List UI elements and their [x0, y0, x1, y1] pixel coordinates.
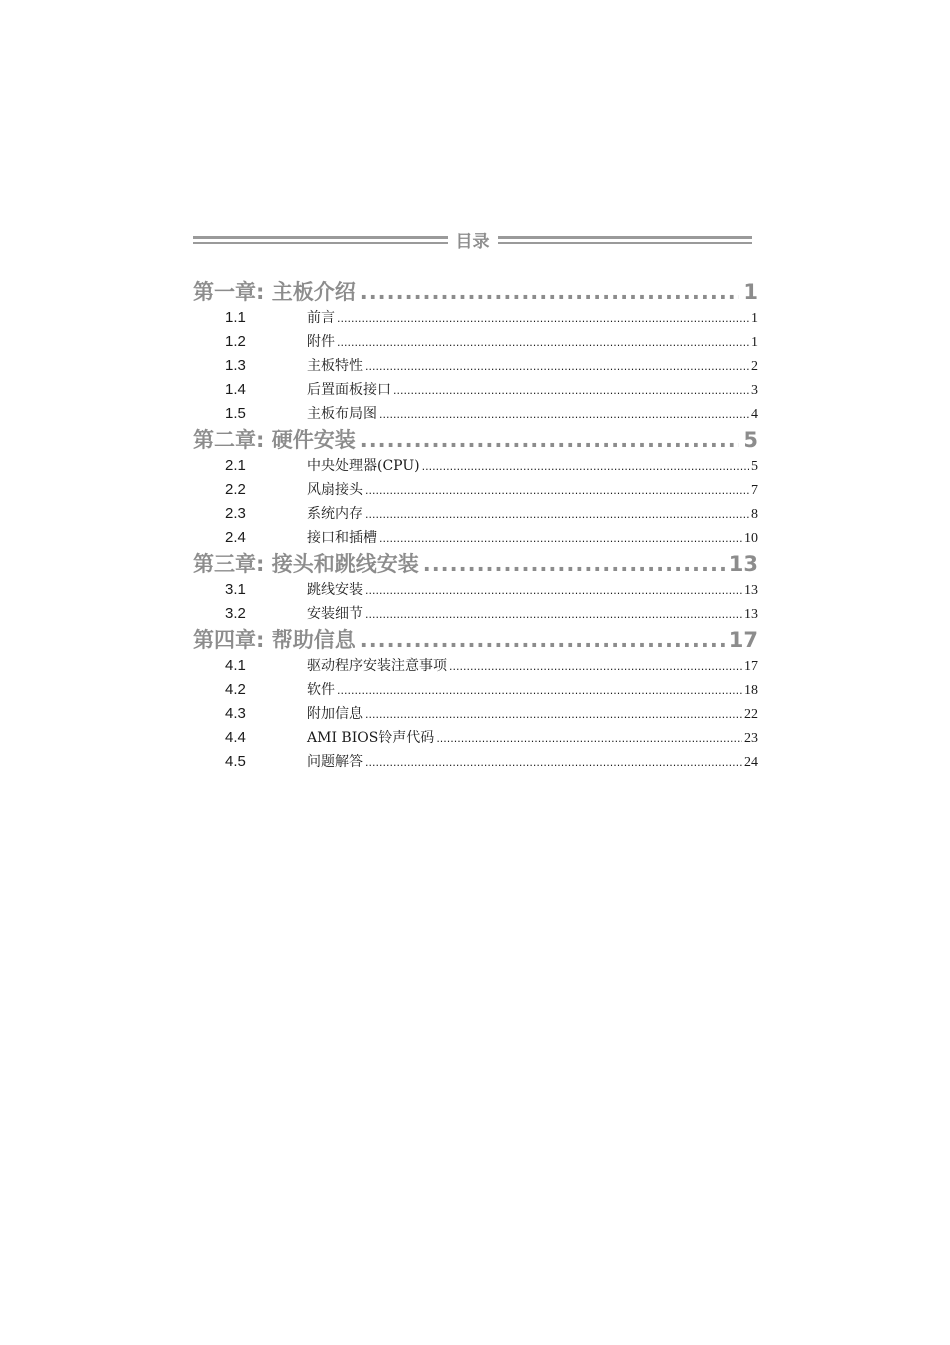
section-page-number: 13	[744, 607, 758, 622]
section-number: 1.2	[225, 333, 246, 350]
section-page-number: 1	[751, 311, 758, 326]
section-number: 4.3	[225, 705, 246, 722]
toc-section-4-4[interactable]	[193, 726, 758, 750]
dot-leader	[360, 626, 725, 654]
section-number: 4.1	[225, 657, 246, 674]
dot-leader	[393, 379, 749, 403]
toc-section-1-4[interactable]	[193, 378, 758, 402]
dot-leader	[365, 579, 742, 603]
section-title: AMI BIOS铃声代码	[307, 730, 435, 746]
dot-leader	[423, 550, 725, 578]
chapter-title: 第二章: 硬件安装	[193, 428, 356, 452]
toc-section-1-1[interactable]	[193, 306, 758, 330]
toc-chapter-3[interactable]	[193, 550, 758, 578]
dot-leader	[337, 679, 742, 703]
toc-section-1-5[interactable]	[193, 402, 758, 426]
toc-heading: 目录	[455, 231, 490, 252]
toc-section-3-2[interactable]	[193, 602, 758, 626]
dot-leader	[365, 751, 742, 775]
section-number: 3.1	[225, 581, 246, 598]
section-page-number: 17	[744, 659, 758, 674]
dot-leader	[449, 655, 742, 679]
section-page-number: 4	[751, 407, 758, 422]
dot-leader	[436, 727, 742, 751]
dot-leader	[360, 426, 740, 454]
section-title: 跳线安装	[307, 582, 363, 598]
section-number: 3.2	[225, 605, 246, 622]
dot-leader	[337, 307, 749, 331]
toc-section-1-3[interactable]	[193, 354, 758, 378]
chapter-title: 第三章: 接头和跳线安装	[193, 552, 419, 576]
toc-list	[193, 278, 758, 774]
dot-leader	[379, 403, 749, 427]
dot-leader	[360, 278, 740, 306]
chapter-title: 第四章: 帮助信息	[193, 628, 356, 652]
toc-section-4-5[interactable]	[193, 750, 758, 774]
chapter-page-number: 17	[728, 628, 758, 652]
section-title: 附加信息	[307, 706, 363, 722]
section-page-number: 18	[744, 683, 758, 698]
section-title: 主板特性	[307, 358, 363, 374]
section-page-number: 5	[751, 459, 758, 474]
section-title: 问题解答	[307, 754, 363, 770]
section-number: 4.4	[225, 729, 246, 746]
toc-section-2-4[interactable]	[193, 526, 758, 550]
section-number: 1.1	[225, 309, 246, 326]
section-title: 后置面板接口	[307, 382, 391, 398]
dot-leader	[422, 455, 749, 479]
section-number: 1.5	[225, 405, 246, 422]
section-title: 风扇接头	[307, 482, 363, 498]
dot-leader	[365, 703, 742, 727]
dot-leader	[365, 603, 742, 627]
dot-leader	[379, 527, 742, 551]
section-page-number: 8	[751, 507, 758, 522]
section-page-number: 24	[744, 755, 758, 770]
section-page-number: 23	[744, 731, 758, 746]
dot-leader	[365, 503, 749, 527]
section-number: 2.4	[225, 529, 246, 546]
section-page-number: 22	[744, 707, 758, 722]
section-number: 1.3	[225, 357, 246, 374]
chapter-page-number: 1	[743, 280, 758, 304]
section-title: 系统内存	[307, 506, 363, 522]
toc-chapter-4[interactable]	[193, 626, 758, 654]
section-number: 2.2	[225, 481, 246, 498]
section-title: 驱动程序安装注意事项	[307, 658, 447, 674]
section-page-number: 3	[751, 383, 758, 398]
section-page-number: 2	[751, 359, 758, 374]
dot-leader	[365, 479, 749, 503]
chapter-page-number: 5	[743, 428, 758, 452]
toc-section-4-2[interactable]	[193, 678, 758, 702]
toc-chapter-1[interactable]	[193, 278, 758, 306]
toc-section-4-1[interactable]	[193, 654, 758, 678]
section-number: 1.4	[225, 381, 246, 398]
section-number: 2.3	[225, 505, 246, 522]
toc-section-4-3[interactable]	[193, 702, 758, 726]
header-rule-right	[498, 236, 753, 244]
section-number: 2.1	[225, 457, 246, 474]
section-page-number: 13	[744, 583, 758, 598]
section-title: 主板布局图	[307, 406, 377, 422]
section-page-number: 10	[744, 531, 758, 546]
section-number: 4.5	[225, 753, 246, 770]
dot-leader	[337, 331, 749, 355]
header-rule-left	[193, 236, 448, 244]
toc-chapter-2[interactable]	[193, 426, 758, 454]
chapter-page-number: 13	[728, 552, 758, 576]
toc-section-1-2[interactable]	[193, 330, 758, 354]
section-title: 前言	[307, 310, 335, 326]
section-title: 软件	[307, 682, 335, 698]
toc-header	[193, 226, 752, 252]
section-page-number: 1	[751, 335, 758, 350]
chapter-title: 第一章: 主板介绍	[193, 280, 356, 304]
section-number: 4.2	[225, 681, 246, 698]
toc-section-2-1[interactable]	[193, 454, 758, 478]
section-title: 安装细节	[307, 606, 363, 622]
section-page-number: 7	[751, 483, 758, 498]
section-title: 附件	[307, 334, 335, 350]
toc-section-2-2[interactable]	[193, 478, 758, 502]
section-title: 接口和插槽	[307, 530, 377, 546]
dot-leader	[365, 355, 749, 379]
toc-section-3-1[interactable]	[193, 578, 758, 602]
toc-section-2-3[interactable]	[193, 502, 758, 526]
section-title: 中央处理器(CPU)	[307, 458, 420, 474]
